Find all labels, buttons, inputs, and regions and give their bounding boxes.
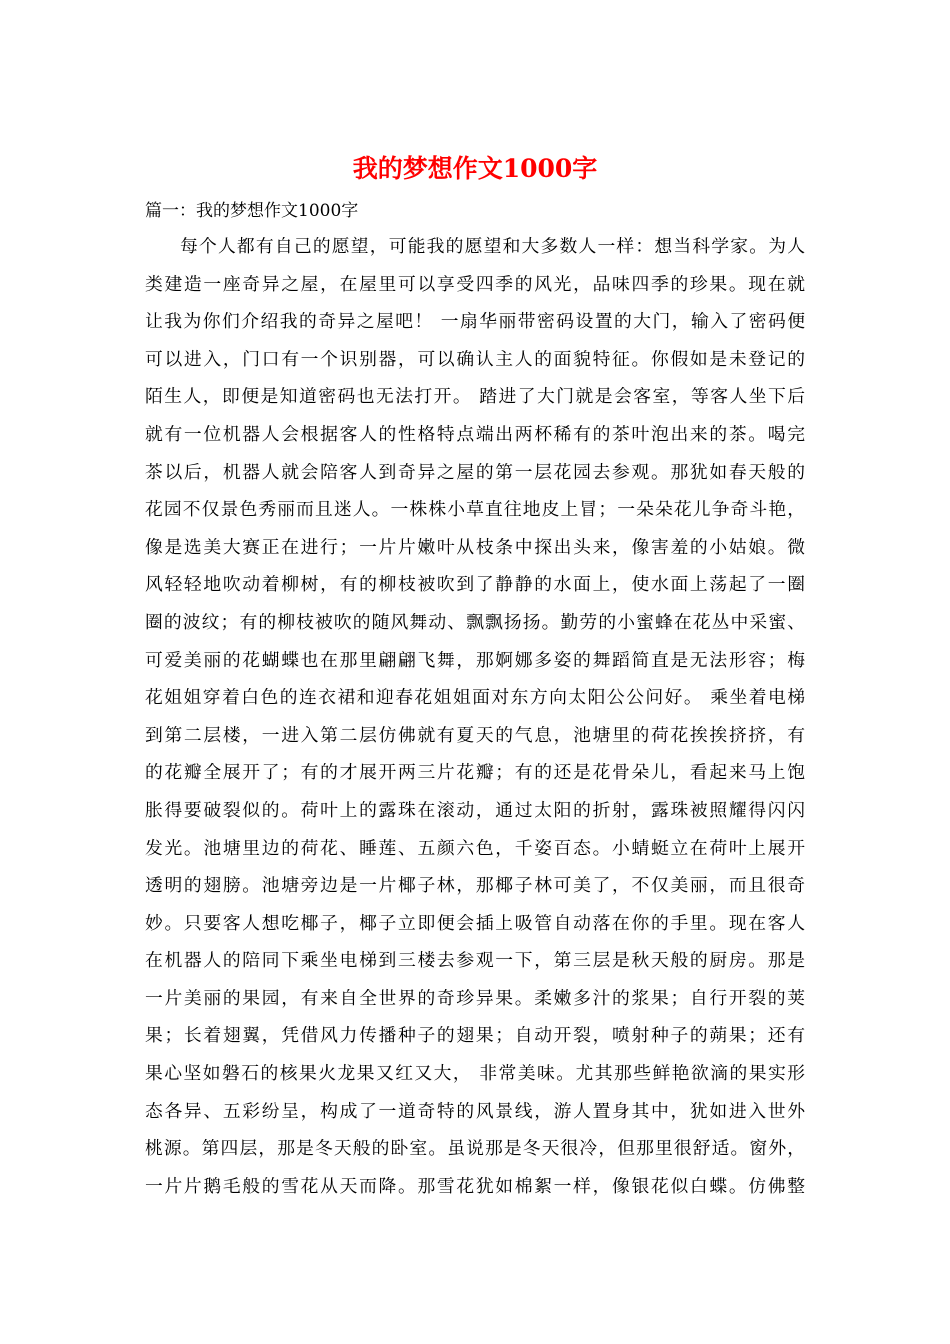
text-line: 桃源。第四层，那是冬天般的卧室。虽说那是冬天很冷，但那里很舒适。窗外， (145, 1138, 805, 1160)
text-line: 类建造一座奇异之屋，在屋里可以享受四季的风光，品味四季的珍果。现在就 (145, 273, 805, 295)
text-line: 风轻轻地吹动着柳树，有的柳枝被吹到了静静的水面上，使水面上荡起了一圈 (145, 574, 805, 596)
text-line: 态各异、五彩纷呈，构成了一道奇特的风景线，游人置身其中，犹如进入世外 (145, 1100, 805, 1122)
body-paragraph (145, 228, 805, 1205)
text-line: 果心坚如磐石的核果火龙果又红又大， 非常美味。尤其那些鲜艳欲滴的果实形 (145, 1063, 805, 1085)
text-line: 的花瓣全展开了；有的才展开两三片花瓣；有的还是花骨朵儿，看起来马上饱 (145, 762, 805, 784)
text-line: 每个人都有自己的愿望，可能我的愿望和大多数人一样：想当科学家。为人 (180, 236, 805, 257)
text-line: 到第二层楼，一进入第二层仿佛就有夏天的气息，池塘里的荷花挨挨挤挤，有 (145, 724, 805, 746)
text-line: 陌生人，即便是知道密码也无法打开。 踏进了大门就是会客室，等客人坐下后 (145, 386, 805, 408)
text-line: 让我为你们介绍我的奇异之屋吧！ 一扇华丽带密码设置的大门，输入了密码便 (145, 311, 805, 333)
section-heading: 篇一：我的梦想作文1000字 (145, 201, 359, 221)
text-line: 在机器人的陪同下乘坐电梯到三楼去参观一下，第三层是秋天般的厨房。那是 (145, 950, 805, 972)
text-line: 像是选美大赛正在进行；一片片嫩叶从枝条中探出头来，像害羞的小姑娘。微 (145, 536, 805, 558)
text-line: 花园不仅景色秀丽而且迷人。一株株小草直往地皮上冒；一朵朵花儿争奇斗艳， (145, 499, 805, 521)
text-line: 妙。只要客人想吃椰子，椰子立即便会插上吸管自动落在你的手里。现在客人 (145, 912, 805, 934)
text-line: 胀得要破裂似的。荷叶上的露珠在滚动，通过太阳的折射，露珠被照耀得闪闪 (145, 799, 805, 821)
text-line: 就有一位机器人会根据客人的性格特点端出两杯稀有的茶叶泡出来的茶。喝完 (145, 423, 805, 445)
text-line: 透明的翅膀。池塘旁边是一片椰子林，那椰子林可美了，不仅美丽，而且很奇 (145, 875, 805, 897)
text-line: 花姐姐穿着白色的连衣裙和迎春花姐姐面对东方向太阳公公问好。 乘坐着电梯 (145, 687, 805, 709)
text-line: 可以进入，门口有一个识别器，可以确认主人的面貌特征。你假如是未登记的 (145, 348, 805, 370)
text-line: 一片美丽的果园，有来自全世界的奇珍异果。柔嫩多汁的浆果；自行开裂的荚 (145, 987, 805, 1009)
document-title: 我的梦想作文1000字 (352, 154, 598, 183)
text-line: 发光。池塘里边的荷花、睡莲、五颜六色，千姿百态。小蜻蜓立在荷叶上展开 (145, 837, 805, 859)
text-line: 一片片鹅毛般的雪花从天而降。那雪花犹如棉絮一样，像银花似白蝶。仿佛整 (145, 1175, 805, 1197)
text-line: 圈的波纹；有的柳枝被吹的随风舞动、飘飘扬扬。勤劳的小蜜蜂在花丛中采蜜、 (145, 611, 805, 633)
text-line: 茶以后，机器人就会陪客人到奇异之屋的第一层花园去参观。那犹如春天般的 (145, 461, 805, 483)
text-line: 可爱美丽的花蝴蝶也在那里翩翩飞舞，那婀娜多姿的舞蹈简直是无法形容；梅 (145, 649, 805, 671)
text-line: 果；长着翅翼，凭借风力传播种子的翅果；自动开裂，喷射种子的蒴果；还有 (145, 1025, 805, 1047)
